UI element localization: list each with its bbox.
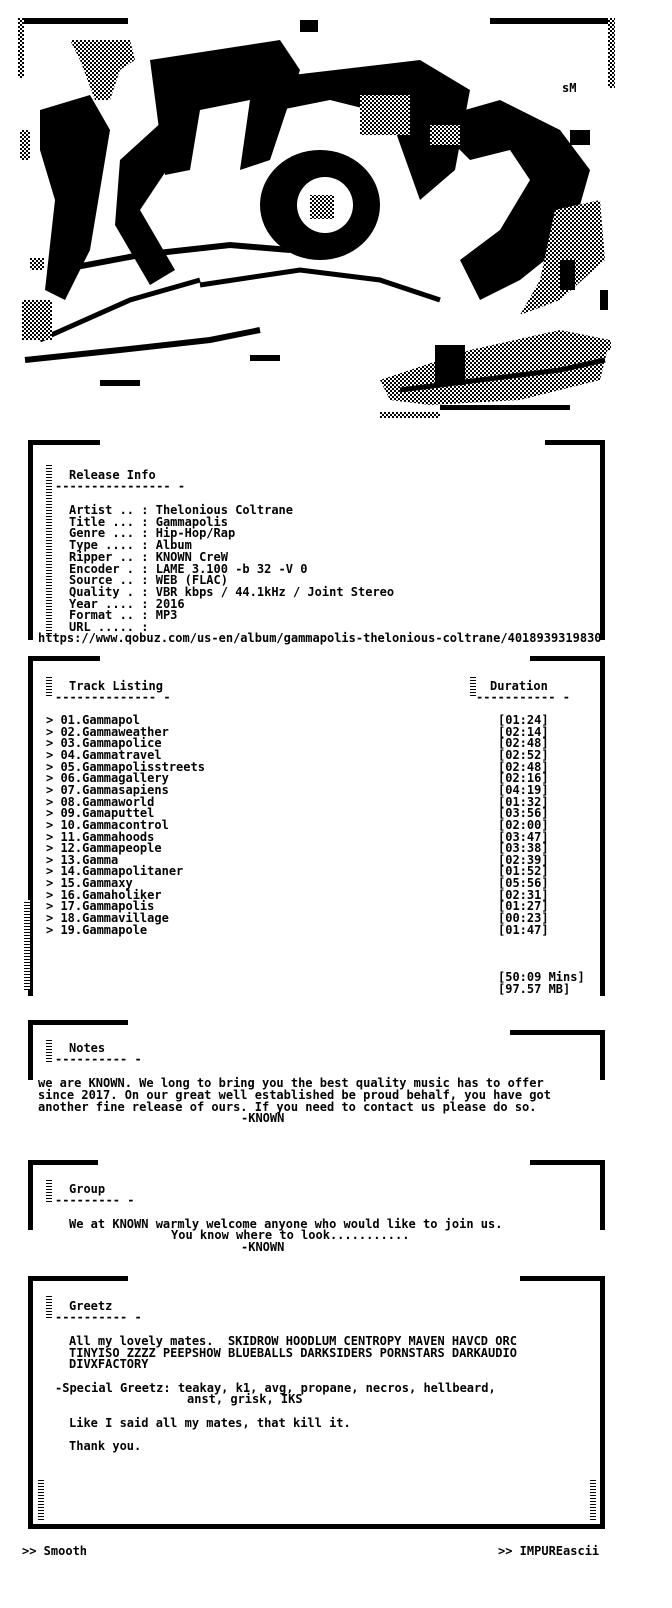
release-field-value: Thelonious Coltrane xyxy=(155,503,293,517)
track-duration: [02:31] xyxy=(498,887,549,902)
track-name: 12.Gammapeople xyxy=(60,841,162,856)
release-field-label: Genre ... : xyxy=(69,526,149,541)
release-field-label: Year .... : xyxy=(69,596,149,611)
track-bullet: > xyxy=(46,747,61,762)
track-duration: [01:52] xyxy=(498,864,549,879)
track-listing-underline: -------------- - xyxy=(55,690,171,704)
track-bullet: > xyxy=(46,817,61,832)
footer-left-credit: >> Smooth xyxy=(22,1544,88,1558)
track-name: 17.Gammapolis xyxy=(60,899,155,914)
track-duration: [03:38] xyxy=(498,841,549,856)
track-bullet: > xyxy=(46,713,61,727)
artist-signature: sM xyxy=(562,81,577,95)
track-name: 02.Gammaweather xyxy=(60,724,169,739)
release-field-label: Ripper .. : xyxy=(69,549,149,564)
track-name: 18.Gammavillage xyxy=(60,911,169,926)
notes-signoff: -KNOWN xyxy=(241,1111,285,1125)
track-bullet: > xyxy=(46,782,61,797)
group-line: We at KNOWN warmly welcome anyone who would like to join us. xyxy=(69,1217,503,1231)
track-name: 06.Gammagallery xyxy=(60,771,169,786)
release-field-value: LAME 3.100 -b 32 -V 0 xyxy=(155,561,308,576)
track-duration: [03:56] xyxy=(498,806,549,821)
known-logo-art xyxy=(0,0,672,440)
track-name: 01.Gammapol xyxy=(60,713,140,727)
track-bullet: > xyxy=(46,876,61,891)
track-duration: [02:48] xyxy=(498,736,549,751)
track-bullet: > xyxy=(46,829,61,844)
release-info-heading: Release Info xyxy=(69,468,156,482)
release-field-label: URL ..... : xyxy=(69,620,149,634)
track-duration: [01:47] xyxy=(498,922,549,937)
release-field-label: Quality . : xyxy=(69,584,149,599)
track-bullet: > xyxy=(46,899,61,914)
track-bullet: > xyxy=(46,724,61,739)
track-bullet: > xyxy=(46,911,61,926)
track-name: 19.Gammapole xyxy=(60,922,148,937)
track-duration: [02:48] xyxy=(498,759,549,774)
track-bullet: > xyxy=(46,852,61,867)
track-name: 04.Gammatravel xyxy=(60,747,162,762)
track-name: 03.Gammapolice xyxy=(60,736,162,751)
notes-line: we are KNOWN. We long to bring you the best quality music has to offer xyxy=(38,1076,544,1090)
track-duration: [01:27] xyxy=(498,899,549,914)
release-field-value: Hip-Hop/Rap xyxy=(155,526,236,541)
greetz-line: All my lovely mates. SKIDROW HOODLUM CENTROPY MAVEN HAVCD ORC xyxy=(69,1334,517,1348)
group-heading: Group xyxy=(69,1182,106,1196)
duration-heading: Duration xyxy=(490,679,548,693)
release-field-label: Title ... : xyxy=(69,514,149,529)
track-duration: [01:24] xyxy=(498,713,549,727)
total-size: [97.57 MB] xyxy=(498,982,571,996)
track-duration: [02:39] xyxy=(498,852,549,867)
release-field-value: VBR kbps / 44.1kHz / Joint Stereo xyxy=(155,584,395,599)
greetz-line: DIVXFACTORY xyxy=(69,1357,149,1371)
greetz-line: Thank you. xyxy=(69,1439,142,1453)
track-row xyxy=(46,922,549,937)
track-duration: [02:16] xyxy=(498,771,549,786)
track-duration: [05:56] xyxy=(498,876,549,891)
greetz-special-line: -Special Greetz: teakay, k1, avg, propane, necros, hellbeard, xyxy=(55,1381,496,1395)
track-name: 05.Gammapolisstreets xyxy=(60,759,205,774)
release-field-value: Gammapolis xyxy=(155,514,228,529)
track-duration: [02:14] xyxy=(498,724,549,739)
track-duration: [02:52] xyxy=(498,747,549,762)
greetz-underline: ---------- - xyxy=(55,1310,142,1324)
release-field-label: Artist .. : xyxy=(69,503,149,517)
track-duration: [00:23] xyxy=(498,911,549,926)
track-bullet: > xyxy=(46,806,61,821)
notes-underline: ---------- - xyxy=(55,1052,142,1066)
track-duration: [04:19] xyxy=(498,782,549,797)
track-bullet: > xyxy=(46,759,61,774)
group-line: You know where to look........... xyxy=(171,1228,410,1242)
track-duration: [01:32] xyxy=(498,794,549,809)
track-name: 10.Gammacontrol xyxy=(60,817,169,832)
total-time: [50:09 Mins] xyxy=(498,970,585,984)
track-duration: [03:47] xyxy=(498,829,549,844)
greetz-special-line: anst, grisk, IKS xyxy=(187,1392,303,1406)
release-url[interactable]: https://www.qobuz.com/us-en/album/gammapolis-thelonious-coltrane/4018939319830 xyxy=(38,631,602,645)
track-bullet: > xyxy=(46,841,61,856)
track-name: 07.Gammasapiens xyxy=(60,782,169,797)
track-bullet: > xyxy=(46,794,61,809)
greetz-line: TINYISO ZZZZ PEEPSHOW BLUEBALLS DARKSIDERS PORNSTARS DARKAUDIO xyxy=(69,1346,517,1360)
track-name: 08.Gammaworld xyxy=(60,794,155,809)
release-field-value: Album xyxy=(155,538,192,553)
greetz-heading: Greetz xyxy=(69,1299,113,1313)
notes-line: another fine release of ours. If you need to contact us please do so. xyxy=(38,1100,537,1114)
duration-underline: ----------- - xyxy=(476,690,570,704)
track-bullet: > xyxy=(46,771,61,786)
release-field-label: Source .. : xyxy=(69,573,149,588)
release-field-value: 2016 xyxy=(155,596,185,611)
release-field-label: Type .... : xyxy=(69,538,149,553)
track-name: 16.Gamaholiker xyxy=(60,887,162,902)
track-duration: [02:00] xyxy=(498,817,549,832)
track-listing-heading: Track Listing xyxy=(69,679,163,693)
release-field-value: KNOWN CreW xyxy=(155,549,228,564)
group-signoff: -KNOWN xyxy=(241,1240,285,1254)
track-name: 11.Gammahoods xyxy=(60,829,155,844)
track-bullet: > xyxy=(46,887,61,902)
track-name: 15.Gammaxy xyxy=(60,876,133,891)
release-field-label: Format .. : xyxy=(69,608,149,623)
track-bullet: > xyxy=(46,922,61,937)
group-underline: --------- - xyxy=(55,1193,135,1207)
release-field-value: WEB (FLAC) xyxy=(155,573,228,588)
notes-heading: Notes xyxy=(69,1041,106,1055)
greetz-line: Like I said all my mates, that kill it. xyxy=(69,1416,351,1430)
track-name: 09.Gamaputtel xyxy=(60,806,155,821)
track-bullet: > xyxy=(46,736,61,751)
track-name: 14.Gammapolitaner xyxy=(60,864,184,879)
footer-right-credit: >> IMPUREascii xyxy=(498,1544,600,1558)
notes-line: since 2017. On our great well established be proud behalf, you have got xyxy=(38,1088,551,1102)
release-field-label: Encoder . : xyxy=(69,561,149,576)
track-name: 13.Gamma xyxy=(60,852,119,867)
track-bullet: > xyxy=(46,864,61,879)
release-field-value: MP3 xyxy=(155,608,178,623)
release-info-underline: ---------------- - xyxy=(55,479,186,493)
